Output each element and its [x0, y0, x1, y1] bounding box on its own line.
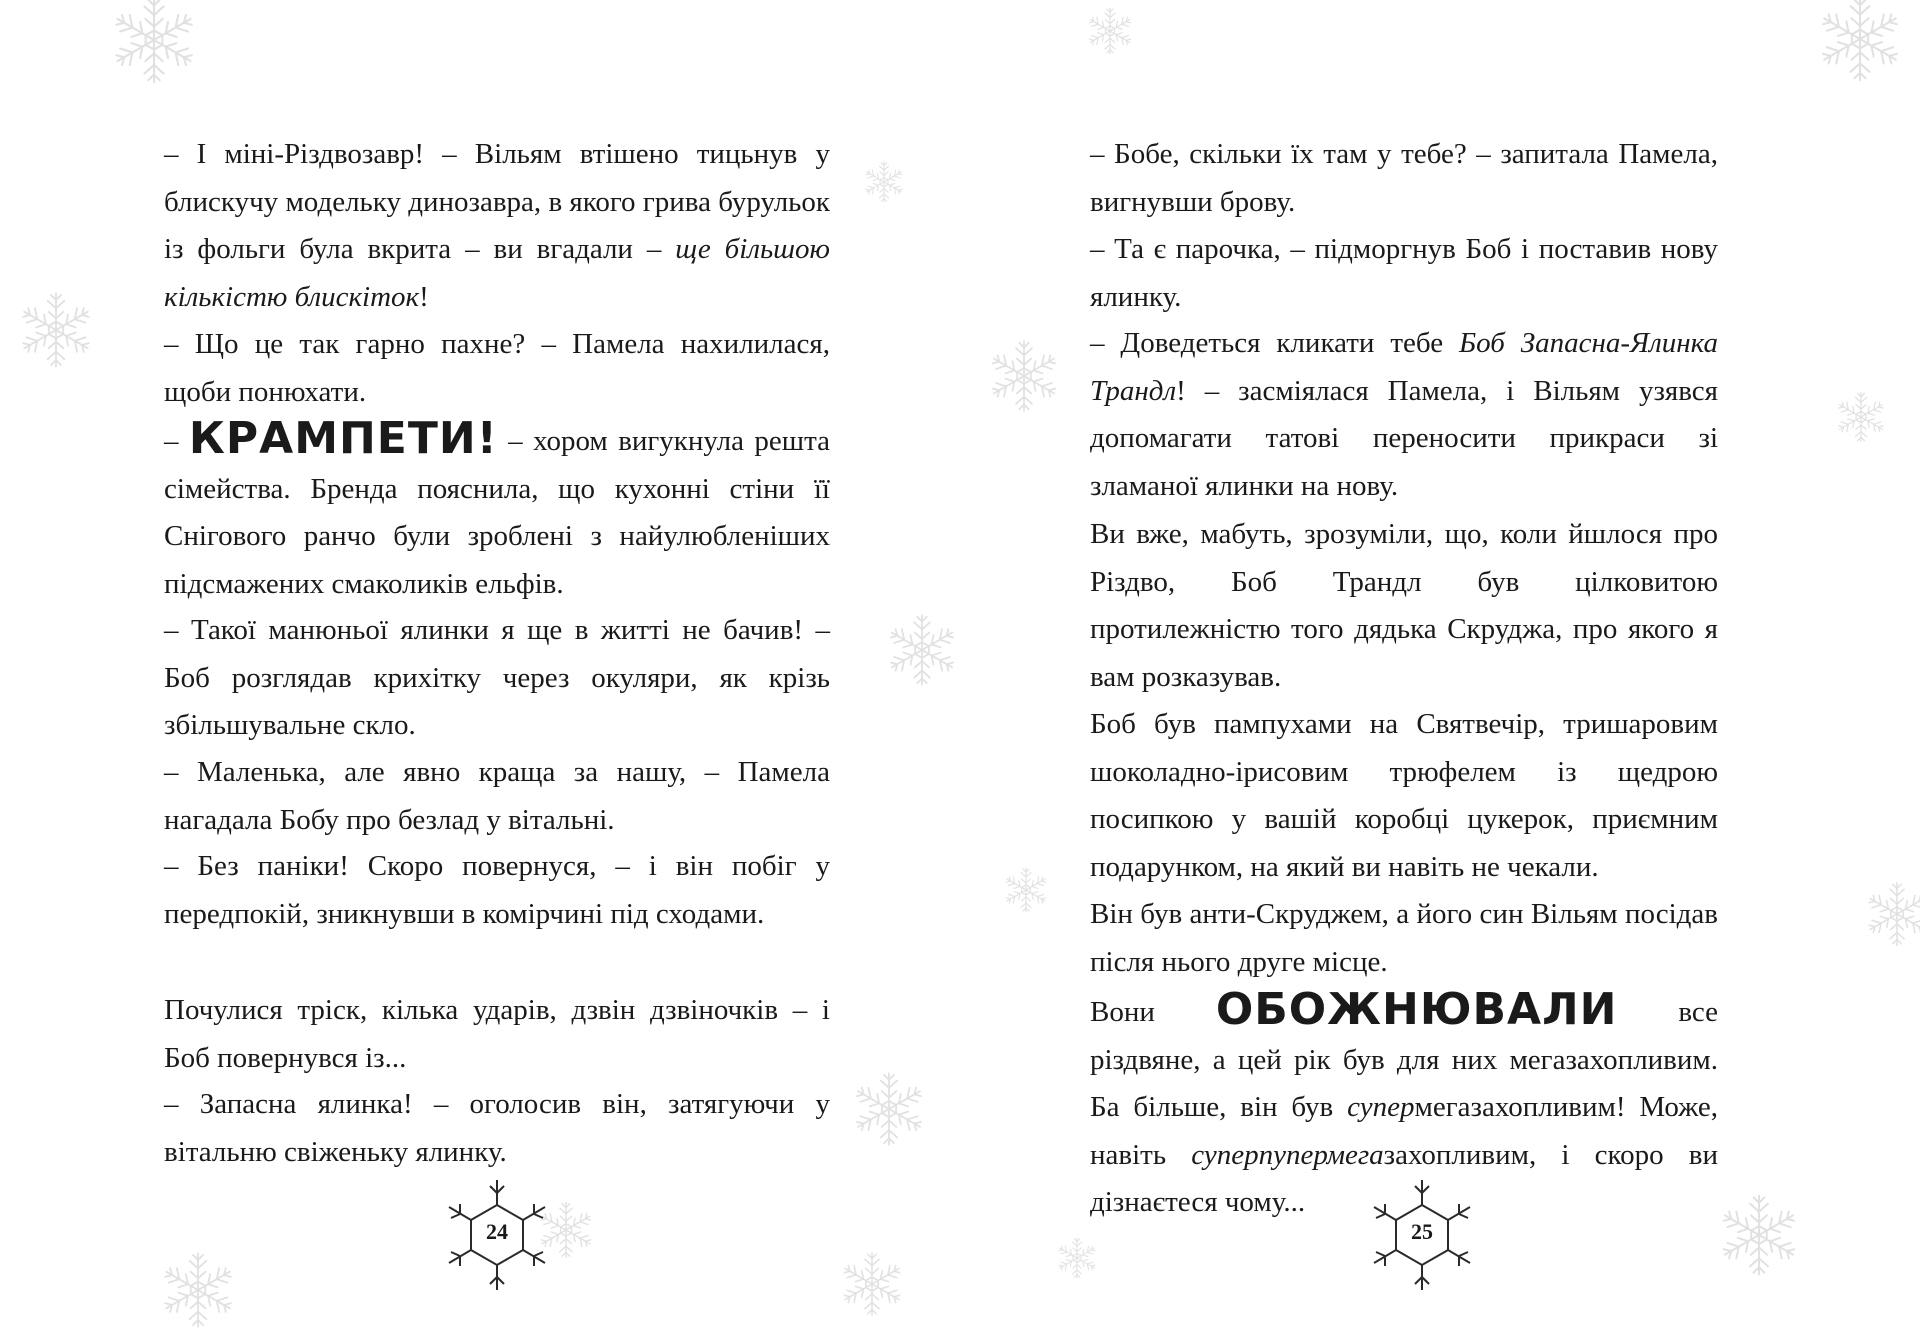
snowflake-icon — [1716, 1192, 1802, 1278]
paragraph: – Без паніки! Скоро повернуся, – і він побіг у передпокій, зникнувши в комірчині під сходами. — [164, 850, 830, 930]
snowflake-icon — [1002, 866, 1050, 914]
snowflake-icon — [16, 290, 96, 370]
paragraph: – Маленька, але явно краща за нашу, – Памела нагадала Бобу про безлад у вітальні. — [164, 756, 830, 836]
right-page — [960, 0, 1920, 1324]
snowflake-icon — [862, 160, 906, 204]
snowflake-icon — [1863, 880, 1920, 948]
shout-text: КРАМПЕТИ! — [188, 413, 498, 464]
paragraph: – Такої манюньої ялинки я ще в житті не бачив! – Боб розглядав крихітку через окуляри, як крізь збільшувальне скло. — [164, 614, 830, 741]
paragraph: – Та є парочка, – підморгнув Боб і поставив нову ялинку. — [1090, 233, 1718, 313]
left-page — [0, 0, 960, 1324]
paragraph: Вони ОБОЖНЮВАЛИ все різдвяне, а цей рік був для них мегазахопливим. Ба більше, він був супермегазахопливим! Може, навіть суперпупермегазахопливим, і скоро ви дізнаєтеся чому... — [1090, 984, 1719, 1218]
snowflake-icon — [1834, 390, 1888, 444]
snowflake-icon — [986, 338, 1062, 414]
paragraph: Він був анти-Скруджем, а його син Вільям посідав після нього друге місце. — [1090, 898, 1718, 978]
shout-text: ОБОЖНЮВАЛИ — [1215, 984, 1618, 1035]
snowflake-icon — [838, 1250, 906, 1318]
paragraph: – Що це так гарно пахне? – Памела нахилилася, щоби понюхати. — [164, 328, 830, 408]
snowflake-icon — [1055, 1236, 1099, 1280]
paragraph: Боб був пампухами на Святвечір, тришаровим шоколадно-ірисовим трюфелем із щедрою посипкою у вашій коробці цукерок, приємним подарунком, на який ви навіть не чекали. — [1090, 708, 1718, 883]
paragraph: – Запасна ялинка! – оголосив він, затягуючи у вітальню свіженьку ялинку. — [164, 1088, 830, 1168]
snowflake-icon — [1815, 0, 1905, 84]
paragraph: Ви вже, мабуть, зрозуміли, що, коли йшлося про Різдво, Боб Трандл був цілковитою протилежністю того дядька Скруджа, про якого я вам розказував. — [1090, 518, 1718, 693]
snowflake-icon — [884, 612, 960, 688]
page-number: 24 — [486, 1219, 508, 1244]
page-number: 25 — [1411, 1219, 1433, 1244]
snowflake-icon — [1085, 6, 1135, 56]
paragraph: – Доведеться кликати тебе Боб Запасна-Ялинка Трандл! – засміялася Памела, і Вільям узявся допомагати татові переносити прикраси зі зламаної ялинки на нову. — [1090, 327, 1718, 502]
page-number-frame — [437, 1175, 557, 1295]
paragraph: – І міні-Різдвозавр! – Вільям втішено тицьнув у блискучу модельку динозавра, в якого грива бурульок із фольги була вкрита – ви вгадали – ще більшою кількістю блискіток! — [164, 138, 830, 313]
snowflake-icon — [158, 1250, 238, 1330]
paragraph: – Бобе, скільки їх там у тебе? – запитала Памела, вигнувши брову. — [1090, 138, 1718, 218]
paragraph: Почулися тріск, кілька ударів, дзвін дзвіночків – і Боб повернувся із... — [164, 994, 830, 1074]
snowflake-icon — [108, 0, 200, 86]
snowflake-icon — [850, 1070, 928, 1148]
page-number-frame — [1362, 1175, 1482, 1295]
paragraph: – КРАМПЕТИ! – хором вигукнула решта сімейства. Бренда пояснила, що кухонні стіни її Снігового ранчо були зроблені з найулюбленіших підсмажених смаколиків ельфів. — [164, 413, 830, 600]
